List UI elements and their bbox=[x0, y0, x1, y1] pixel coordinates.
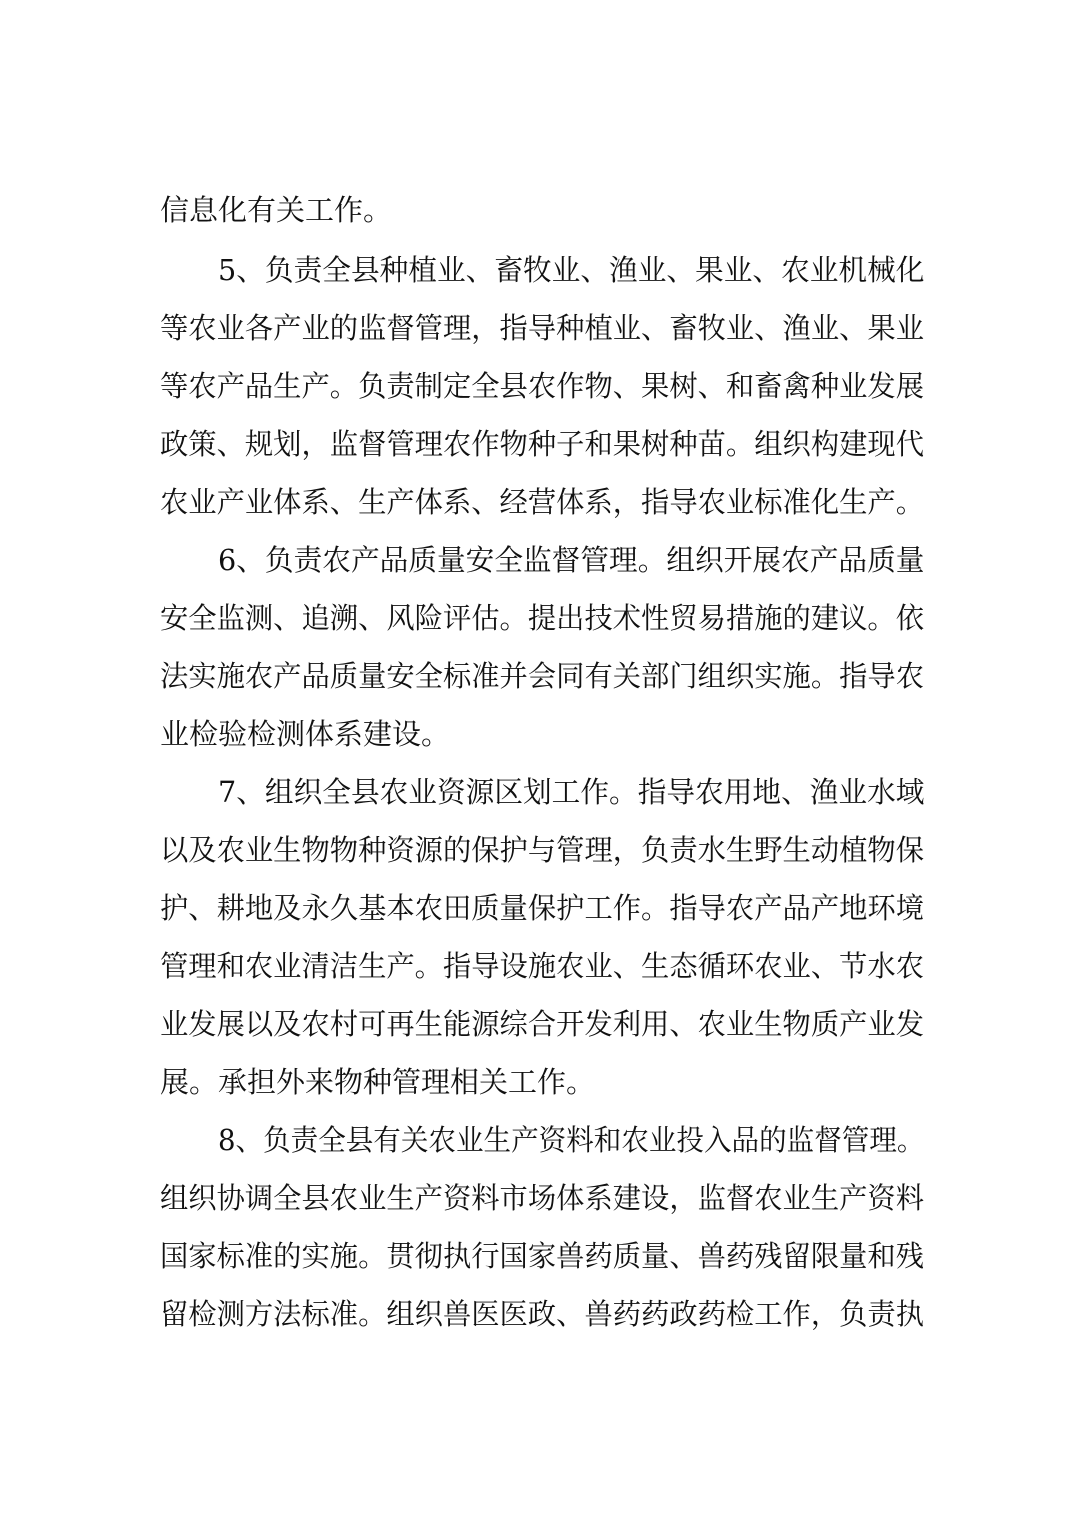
text-line: 护、耕地及永久基本农田质量保护工作。指导农产品产地环境 bbox=[160, 891, 925, 925]
text-line: 国家标准的实施。贯彻执行国家兽药质量、兽药残留限量和残 bbox=[160, 1239, 925, 1273]
text-line: 农业产业体系、生产体系、经营体系，指导农业标准化生产。 bbox=[160, 485, 925, 519]
text-line: 以及农业生物物种资源的保护与管理，负责水生野生动植物保 bbox=[160, 833, 925, 867]
text-line: 政策、规划，监督管理农作物种子和果树种苗。组织构建现代 bbox=[160, 427, 925, 461]
text-line: 业发展以及农村可再生能源综合开发利用、农业生物质产业发 bbox=[160, 1007, 925, 1041]
text-line: 业检验检测体系建设。 bbox=[160, 717, 451, 751]
text-line: 6、负责农产品质量安全监督管理。组织开展农产品质量 bbox=[218, 543, 925, 577]
text-line: 安全监测、追溯、风险评估。提出技术性贸易措施的建议。依 bbox=[160, 601, 925, 635]
text-line: 等农产品生产。负责制定全县农作物、果树、和畜禽种业发展 bbox=[160, 369, 925, 403]
text-line: 5、负责全县种植业、畜牧业、渔业、果业、农业机械化 bbox=[218, 253, 925, 287]
text-line: 展。承担外来物种管理相关工作。 bbox=[160, 1065, 596, 1099]
text-line: 信息化有关工作。 bbox=[160, 193, 393, 227]
text-line: 8、负责全县有关农业生产资料和农业投入品的监督管理。 bbox=[218, 1123, 925, 1157]
text-line: 管理和农业清洁生产。指导设施农业、生态循环农业、节水农 bbox=[160, 949, 925, 983]
text-line: 法实施农产品质量安全标准并会同有关部门组织实施。指导农 bbox=[160, 659, 925, 693]
text-line: 组织协调全县农业生产资料市场体系建设，监督农业生产资料 bbox=[160, 1181, 925, 1215]
text-line: 等农业各产业的监督管理，指导种植业、畜牧业、渔业、果业 bbox=[160, 311, 925, 345]
text-line: 7、组织全县农业资源区划工作。指导农用地、渔业水域 bbox=[218, 775, 925, 809]
text-line: 留检测方法标准。组织兽医医政、兽药药政药检工作，负责执 bbox=[160, 1297, 925, 1331]
